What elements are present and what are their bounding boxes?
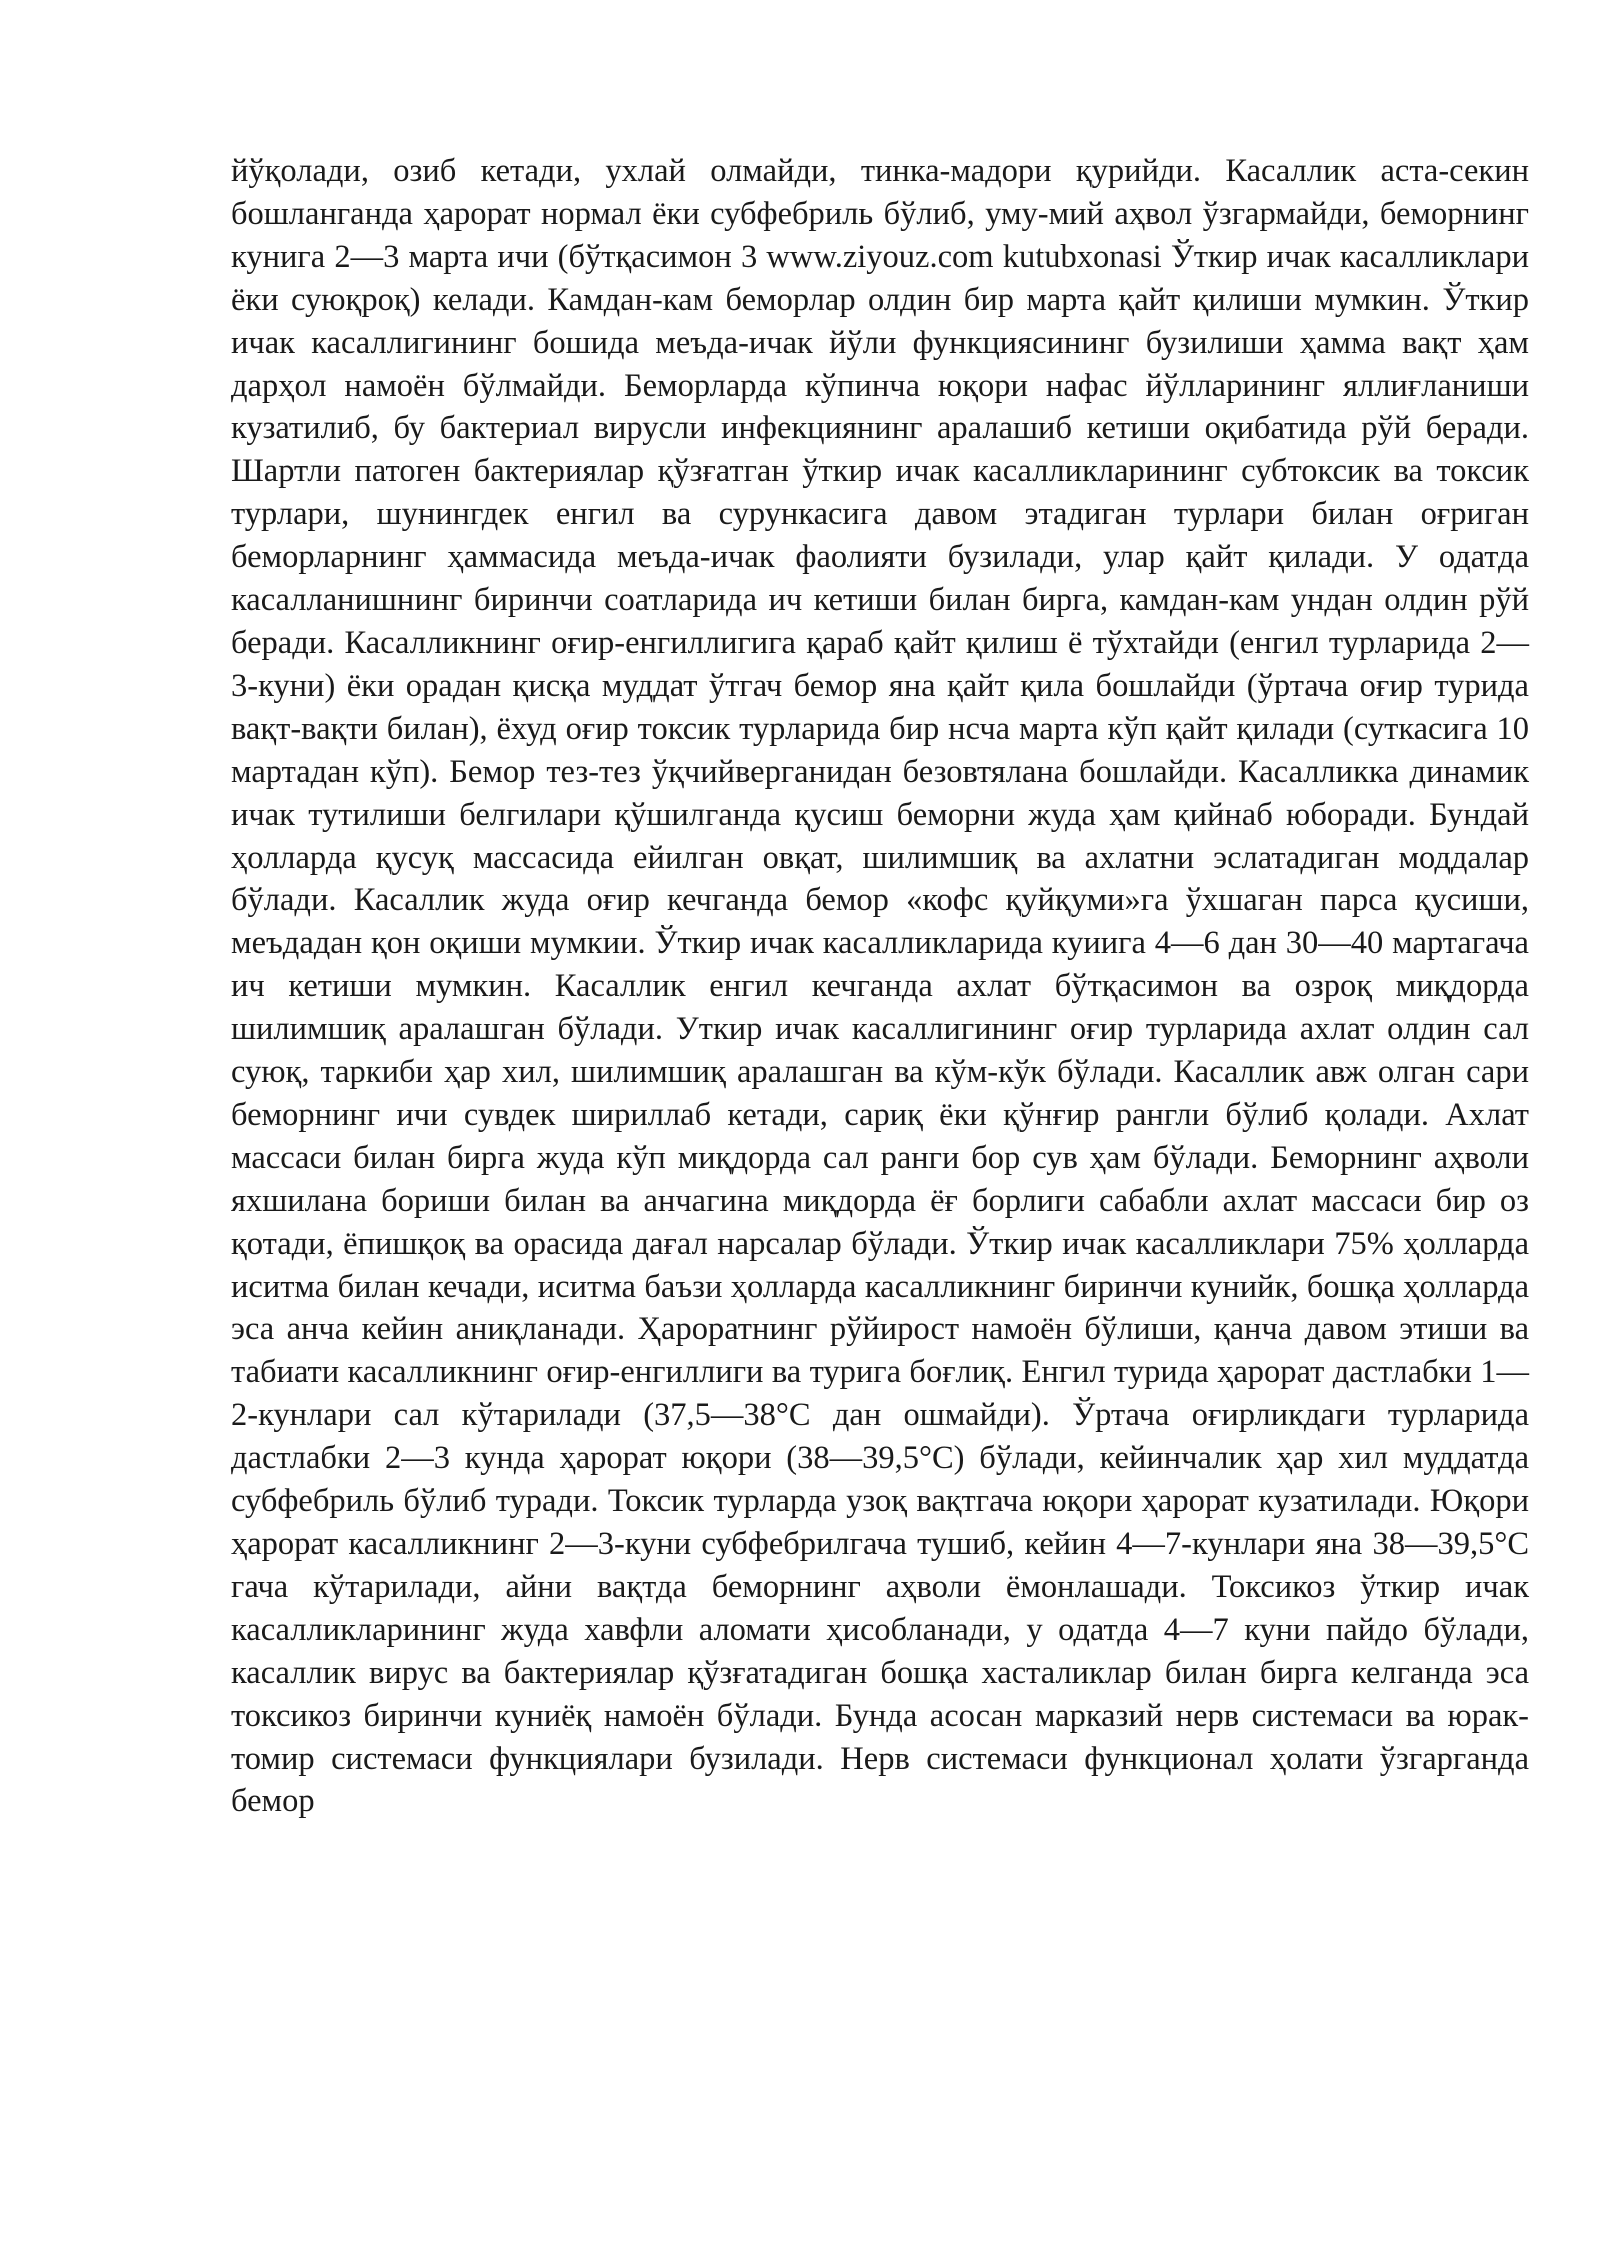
body-paragraph: йўқолади, озиб кетади, ухлай олмайди, тинка-мадори қурийди. Касаллик аста-секин бошланганда ҳарорат нормал ёки субфебриль бўлиб, уму-мий аҳвол ўзгармайди, беморнинг кунига 2—3 марта ичи (бўтқасимон 3 www.ziyouz.com kutubxonasi Ўткир ичак касалликлари ёки суюқроқ) келади. Камдан-кам беморлар олдин бир марта қайт қилиши мумкин. Ўткир ичак касаллигининг бошида меъда-ичак йўли функциясининг бузилиши ҳамма вақт ҳам дарҳол намоён бўлмайди. Беморларда кўпинча юқори нафас йўлларининг яллиғланиши кузатилиб, бу бактериал вирусли инфекциянинг аралашиб кетиши оқибатида рўй беради. Шартли патоген бактериялар қўзғатган ўткир ичак касалликларининг субтоксик ва токсик турлари, шунингдек енгил ва сурункасига давом этадиган турлари билан оғриган беморларнинг ҳаммасида меъда-ичак фаолияти бузилади, улар қайт қилади. У одатда касалланишнинг биринчи соатларида ич кетиши билан бирга, камдан-кам ундан олдин рўй беради. Касалликнинг оғир-енгиллигига қараб қайт қилиш ё тўхтайди (енгил турларида 2— 3-куни) ёки орадан қисқа муддат ўтгач бемор яна қайт қила бошлайди (ўртача оғир турида вақт-вақти билан), ёхуд оғир токсик турларида бир нсча марта кўп қайт қилади (суткасига 10 мартадан кўп). Бемор тез-тез ўқчийверганидан безовтялана бошлайди. Касалликка динамик ичак тутилиши белгилари қўшилганда қусиш беморни жуда ҳам қийнаб юборади. Бундай ҳолларда қусуқ массасида ейилган овқат, шилимшиқ ва ахлатни эслатадиган моддалар бўлади. Касаллик жуда оғир кечганда бемор «кофс қуйқуми»га ўхшаган парса қусиши, меъдадан қон оқиши мумкии. Ўткир ичак касалликларида куиига 4—6 дан 30—40 мартагача ич кетиши мумкин. Касаллик енгил кечганда ахлат бўтқасимон ва озроқ миқдорда шилимшиқ аралашган бўлади. Уткир ичак касаллигининг оғир турларида ахлат олдин сал суюқ, таркиби ҳар хил, шилимшиқ аралашган ва кўм-кўк бўлади. Касаллик авж олган сари беморнинг ичи сувдек шириллаб кетади, сариқ ёки қўнғир рангли бўлиб қолади. Ахлат массаси билан бирга жуда кўп миқдорда сал ранги бор сув ҳам бўлади. Беморнинг аҳволи яхшилана бориши билан ва анчагина миқдорда ёғ борлиги сабабли ахлат массаси бир оз қотади, ёпишқоқ ва орасида дағал нарсалар бўлади. Ўткир ичак касалликлари 75% ҳолларда иситма билан кечади, иситма баъзи ҳолларда касалликнинг биринчи кунийк, бошқа ҳолларда эса анча кейин аниқланади. Ҳароратнинг рўйирост намоён бўлиши, қанча давом этиши ва табиати касалликнинг оғир-енгиллиги ва турига боғлиқ. Енгил турида ҳарорат дастлабки 1—2-кунлари сал кўтарилади (37,5—38°С дан ошмайди). Ўртача оғирликдаги турларида дастлабки 2—3 кунда ҳарорат юқори (38—39,5°С) бўлади, кейинчалик ҳар хил муддатда субфебриль бўлиб туради. Токсик турларда узоқ вақтгача юқори ҳарорат кузатилади. Юқори ҳарорат касалликнинг 2—3-куни субфебрилгача тушиб, кейин 4—7-кунлари яна 38—39,5°С гача кўтарилади, айни вақтда беморнинг аҳволи ёмонлашади. Токсикоз ўткир ичак касалликларининг жуда хавфли аломати ҳисобланади, у одатда 4—7 куни пайдо бўлади, касаллик вирус ва бактериялар қўзғатадиган бошқа хасталиклар билан бирга келганда эса токсикоз биринчи куниёқ намоён бўлади. Бунда асосан марказий нерв системаси ва юрак-томир системаси функциялари бузилади. Нерв системаси функционал ҳолати ўзгарганда бемор [231, 153, 1529, 1820]
